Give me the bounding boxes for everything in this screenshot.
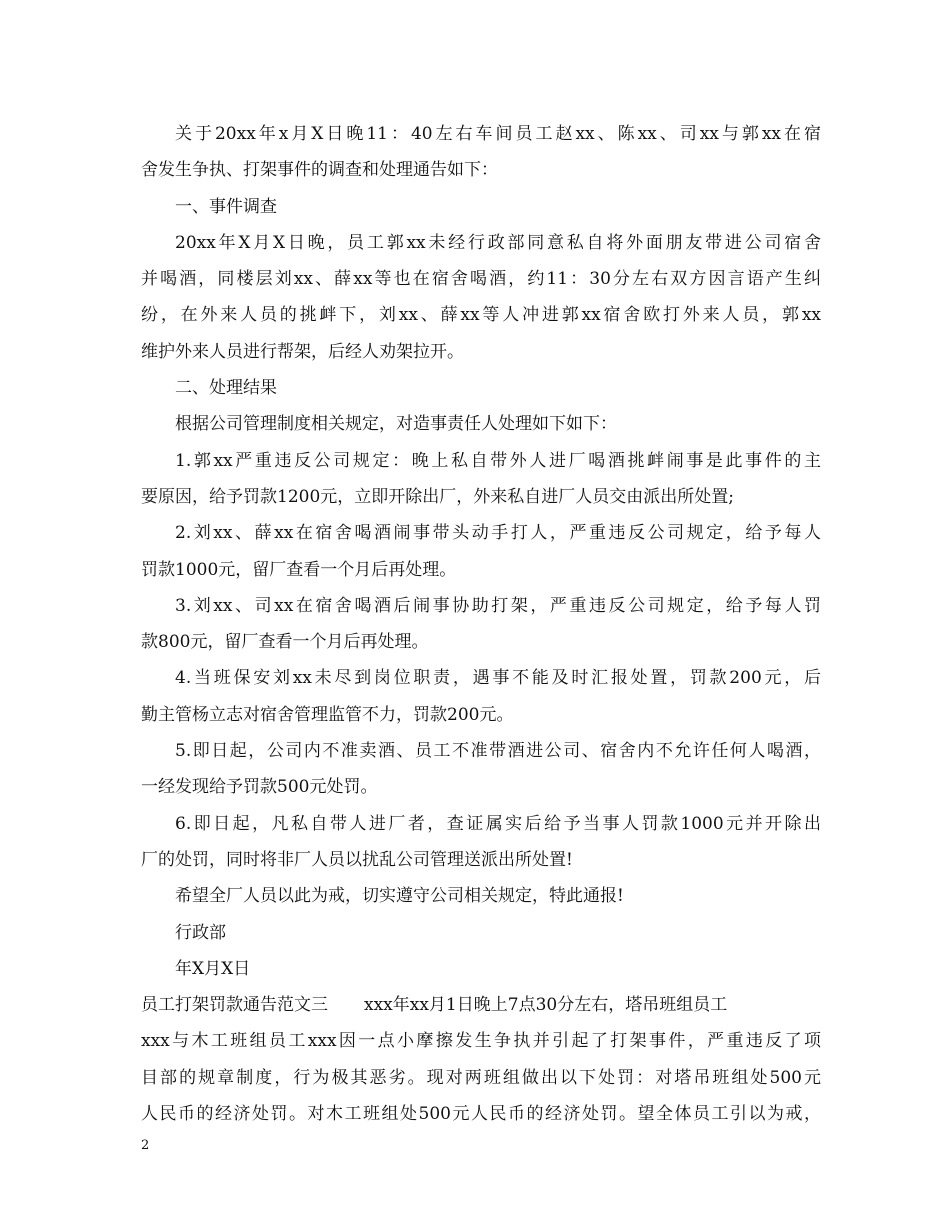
section-three-line-4: 人民币的经济处罚。对木工班组处500元人民币的经济处罚。望全体员工引以为戒， — [141, 1104, 821, 1125]
paragraph-intro-line-2: 舍发生争执、打架事件的调查和处理通告如下： — [141, 160, 498, 181]
section-three-title: 员工打架罚款通告范文三 — [141, 995, 328, 1016]
paragraph-intro-line-1: 关于20xx年x月X日晚11：40左右车间员工赵xx、陈xx、司xx与郭xx在宿 — [175, 124, 821, 144]
penalty-item-3-line-2: 款800元，留厂查看一个月后再处理。 — [141, 632, 429, 653]
closing-remark: 希望全厂人员以此为戒，切实遵守公司相关规定，特此通报! — [175, 886, 624, 907]
document-body — [141, 116, 821, 1132]
penalty-item-2-line-1: 2.刘xx、薛xx在宿舍喝酒闹事带头动手打人，严重违反公司规定，给予每人 — [175, 523, 821, 544]
investigation-line-2: 并喝酒，同楼层刘xx、薛xx等也在宿舍喝酒，约11：30分左右双方因言语产生纠 — [141, 269, 821, 290]
investigation-line-4: 维护外来人员进行帮架，后经人劝架拉开。 — [141, 341, 464, 362]
investigation-line-1: 20xx年X月X日晚，员工郭xx未经行政部同意私自将外面朋友带进公司宿舍 — [175, 232, 821, 253]
penalty-item-4-line-1: 4.当班保安刘xx未尽到岗位职责，遇事不能及时汇报处置，罚款200元，后 — [175, 668, 821, 689]
section-three-line-3: 目部的规章制度，行为极其恶劣。现对两班组做出以下处罚：对塔吊班组处500元 — [141, 1067, 821, 1088]
penalty-item-5-line-1: 5.即日起，公司内不准卖酒、员工不准带酒进公司、宿舍内不允许任何人喝酒， — [175, 741, 821, 762]
section-three-opening: xxx年xx月1日晚上7点30分左右，塔吊班组员工 — [364, 995, 728, 1016]
results-intro: 根据公司管理制度相关规定，对造事责任人处理如下如下： — [175, 414, 617, 435]
penalty-item-6-line-2: 厂的处罚，同时将非厂人员以扰乱公司管理送派出所处置! — [141, 849, 573, 870]
penalty-item-4-line-2: 勤主管杨立志对宿舍管理监管不力，罚款200元。 — [141, 704, 514, 725]
penalty-item-1-line-2: 要原因，给予罚款1200元，立即开除出厂，外来私自进厂人员交由派出所处置; — [141, 486, 734, 507]
penalty-item-1-line-1: 1.郭xx严重违反公司规定：晚上私自带外人进厂喝酒挑衅闹事是此事件的主 — [175, 450, 821, 471]
section-heading-results: 二、处理结果 — [175, 378, 277, 399]
penalty-item-3-line-1: 3.刘xx、司xx在宿舍喝酒后闹事协助打架，严重违反公司规定，给予每人罚 — [175, 595, 821, 616]
penalty-item-6-line-1: 6.即日起，凡私自带人进厂者，查证属实后给予当事人罚款1000元并开除出 — [175, 813, 821, 834]
signature-date: 年X月X日 — [175, 958, 251, 979]
investigation-line-3: 纷，在外来人员的挑衅下，刘xx、薛xx等人冲进郭xx宿舍欧打外来人员，郭xx — [141, 305, 821, 326]
signature-department: 行政部 — [175, 922, 226, 943]
section-heading-investigation: 一、事件调查 — [175, 196, 277, 217]
penalty-item-2-line-2: 罚款1000元，留厂查看一个月后再处理。 — [141, 559, 457, 580]
page-number: 2 — [141, 1138, 150, 1153]
section-three-first-line — [141, 987, 821, 1023]
penalty-item-5-line-2: 一经发现给予罚款500元处罚。 — [141, 777, 378, 798]
section-three-line-2: xxx与木工班组员工xxx因一点小摩擦发生争执并引起了打架事件，严重违反了项 — [141, 1031, 821, 1052]
